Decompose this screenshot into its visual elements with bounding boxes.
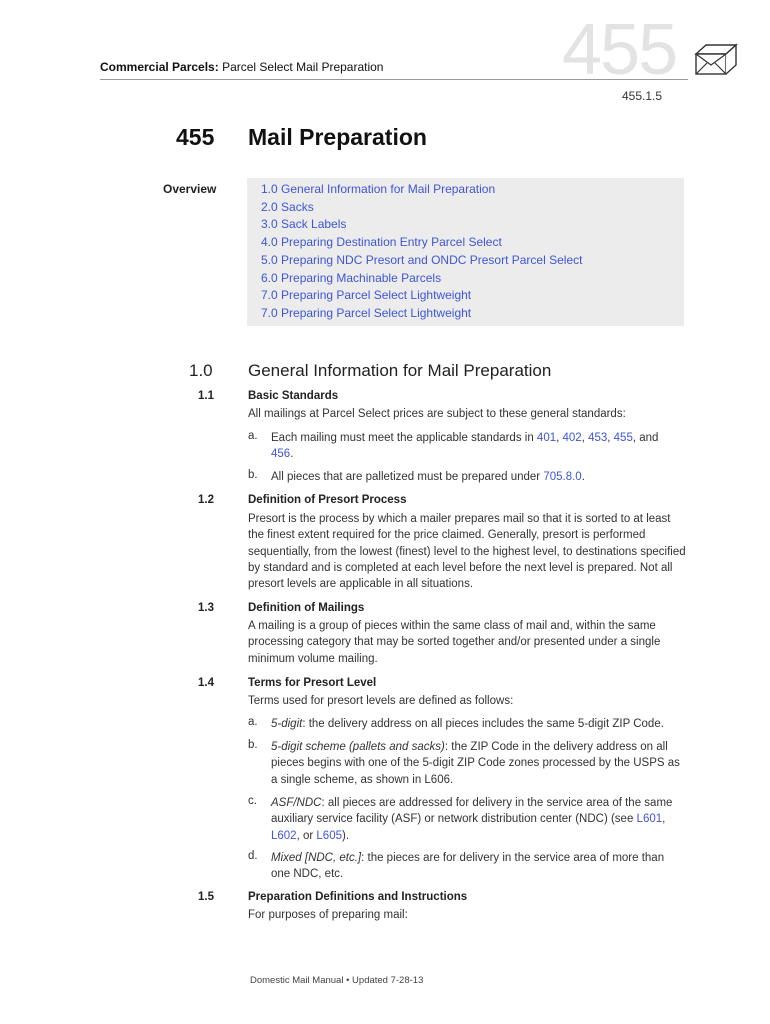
subsection-number: 1.4 [198, 677, 214, 689]
definition: : the pieces are for delivery in the service area of more than one NDC, etc. [271, 852, 665, 881]
subsection-heading: Basic Standards [248, 390, 339, 402]
separator: , [556, 432, 563, 444]
overview-toc [261, 181, 582, 323]
page-footer: Domestic Mail Manual • Updated 7-28-13 [250, 975, 424, 986]
separator: , [607, 432, 614, 444]
toc-link[interactable]: 2.0 Sacks [261, 199, 314, 214]
ref-link[interactable]: L605 [316, 829, 342, 842]
conjunction: , or [296, 829, 317, 842]
paragraph: Presort is the process by which a mailer prepares mail so that it is sorted to at least the finest extent required for the price claimed. Generally, presort is performed sequentially, from the lowest (finest) level to the highest level, to destinations specified by standard and is completed at each level before the next level is prepared. Not all presort levels are applicable in all situations. [248, 513, 686, 591]
conjunction: , and [632, 432, 659, 444]
terminator: . [290, 448, 294, 461]
section-title: General Information for Mail Preparation [248, 361, 552, 380]
paragraph: Terms used for presort levels are defined as follows: [248, 695, 514, 707]
ref-link[interactable]: L602 [271, 829, 297, 842]
running-header [100, 60, 383, 74]
header-divider [100, 79, 688, 80]
header-section-bold: Commercial Parcels: [100, 60, 219, 74]
list-item [271, 795, 681, 844]
header-section-name: Parcel Select Mail Preparation [218, 60, 384, 74]
subsection-number: 1.1 [198, 390, 214, 402]
list-item [271, 469, 681, 485]
definition: : all pieces are addressed for delivery in the service area of the same auxiliary service facility (ASF) or network distribution center (NDC) (see [271, 797, 673, 826]
terminator: ). [342, 829, 350, 842]
paragraph: A mailing is a group of pieces within the same class of mail and, within the same processing category that may be sorted together and/or presented under a single minimum volume mailing. [248, 620, 661, 665]
section-number: 1.0 [189, 361, 213, 380]
toc-link[interactable]: 3.0 Sack Labels [261, 217, 347, 232]
toc-link[interactable]: 7.0 Preparing Parcel Select Lightweight [261, 288, 472, 303]
list-item [271, 430, 681, 463]
parcel-box-icon [694, 42, 738, 76]
list-item [271, 850, 681, 883]
separator: , [581, 432, 589, 444]
item-text: Each mailing must meet the applicable standards in [271, 432, 537, 444]
ref-link[interactable]: 705.8.0 [543, 471, 582, 483]
subsection-heading: Terms for Presort Level [248, 677, 377, 689]
list-marker: c. [248, 795, 257, 807]
term: ASF/NDC [271, 797, 322, 809]
chapter-number: 455 [176, 124, 215, 150]
paragraph: For purposes of preparing mail: [248, 909, 408, 921]
subsection-heading: Definition of Mailings [248, 602, 365, 614]
term: 5-digit [271, 718, 303, 730]
subsection-heading: Definition of Presort Process [248, 494, 407, 506]
list-item [271, 739, 681, 788]
subsection-number: 1.3 [198, 602, 214, 614]
subsection-number: 1.5 [198, 891, 214, 903]
chapter-title: Mail Preparation [248, 124, 427, 150]
toc-link[interactable]: 1.0 General Information for Mail Preparation [261, 182, 496, 196]
ref-link[interactable]: 401 [536, 432, 557, 444]
ref-link[interactable]: 402 [562, 432, 582, 444]
definition: : the delivery address on all pieces includes the same 5-digit ZIP Code. [302, 718, 664, 730]
list-marker: a. [248, 430, 258, 442]
item-text: All pieces that are palletized must be prepared under [271, 471, 544, 483]
overview-label: Overview [163, 182, 217, 196]
ref-link[interactable]: 455 [613, 432, 633, 444]
ref-link[interactable]: L601 [636, 813, 663, 826]
toc-link[interactable]: 6.0 Preparing Machinable Parcels [261, 270, 442, 285]
term: 5-digit scheme (pallets and sacks) [271, 741, 445, 753]
list-marker: b. [248, 469, 258, 481]
list-marker: b. [248, 739, 258, 751]
toc-link[interactable]: 7.0 Preparing Parcel Select Lightweight [261, 305, 472, 320]
subsection-number: 1.2 [198, 494, 214, 506]
toc-link[interactable]: 5.0 Preparing NDC Presort and ONDC Presort Parcel Select [261, 252, 583, 267]
chapter-watermark-number: 455 [562, 10, 677, 90]
toc-link[interactable]: 4.0 Preparing Destination Entry Parcel Select [261, 235, 502, 250]
ref-link[interactable]: 453 [588, 432, 608, 444]
separator: , [662, 813, 666, 826]
list-item [271, 716, 681, 732]
terminator: . [581, 471, 585, 483]
list-marker: a. [248, 716, 258, 728]
paragraph: All mailings at Parcel Select prices are subject to these general standards: [248, 408, 626, 420]
subsection-heading: Preparation Definitions and Instructions [248, 891, 468, 903]
ref-link[interactable]: 456 [271, 448, 291, 461]
section-identifier: 455.1.5 [622, 89, 663, 103]
term: Mixed [NDC, etc.] [271, 852, 362, 864]
list-marker: d. [248, 850, 258, 862]
definition: : the ZIP Code in the delivery address on all pieces begins with one of the 5-digit ZIP Code zones processed by the USPS as a single scheme, as shown in L606. [271, 741, 680, 786]
